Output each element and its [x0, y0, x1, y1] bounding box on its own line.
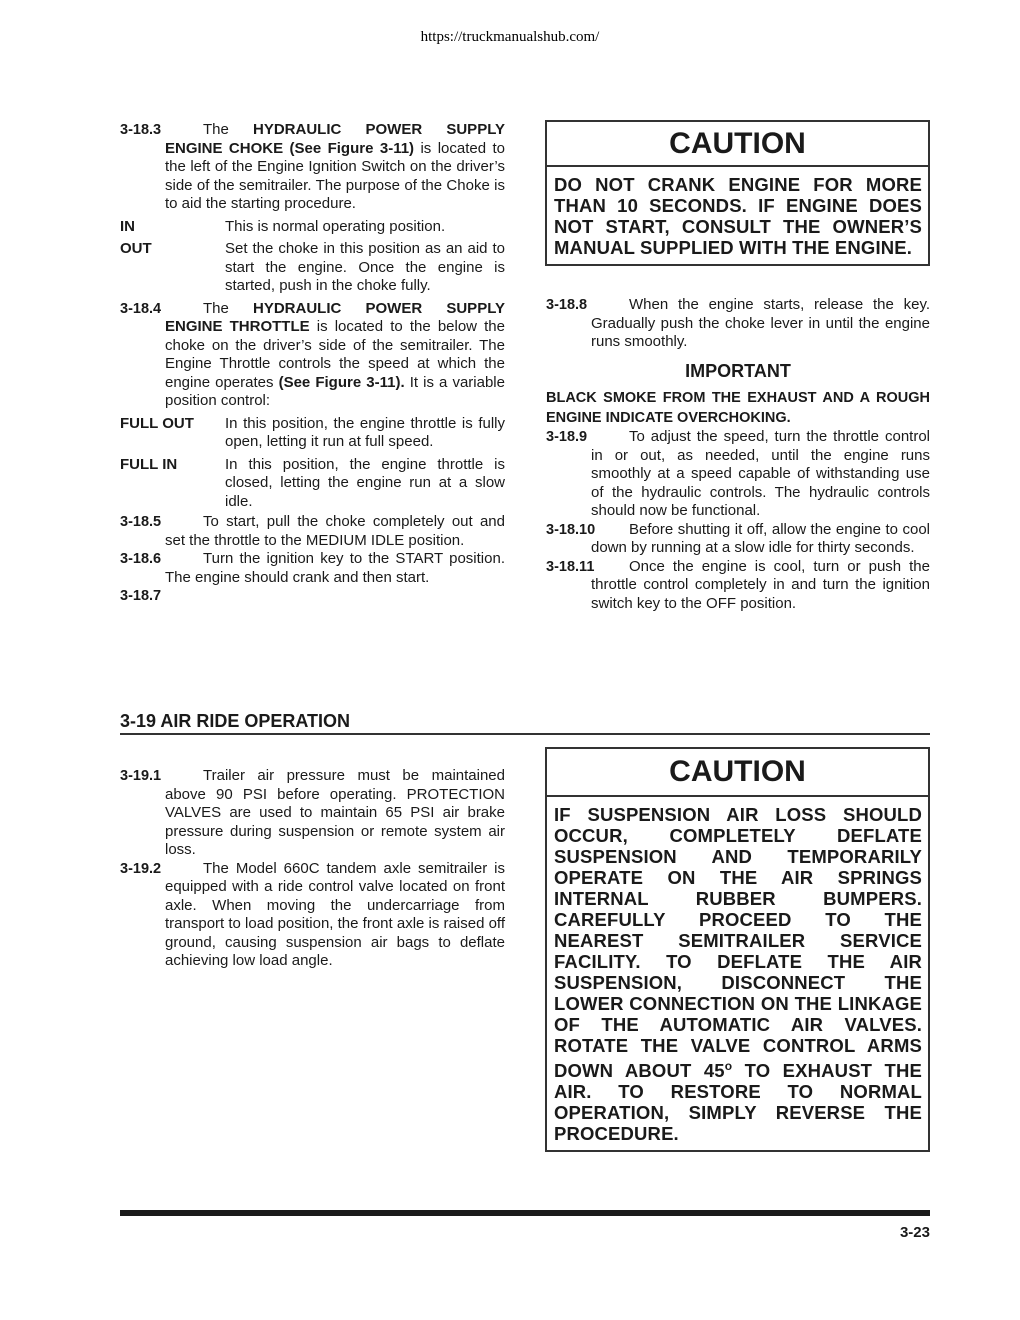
- paragraph-3-18-9: 3-18.9 To adjust the speed, turn the throttle control in or out, as needed, until the engine runs smoothly at a speed capable of withstanding use of the hydraulic controls. The hydraulic controls should now be functional.: [546, 428, 930, 519]
- definition-full-in: FULL IN In this position, the engine throttle is closed, letting the engine run at a slow idle.: [120, 455, 505, 510]
- source-url[interactable]: https://truckmanualshub.com/: [420, 29, 600, 45]
- definition-in: IN This is normal operating position.: [120, 217, 446, 235]
- caution-box-suspension: [545, 747, 930, 1152]
- paragraph-3-18-6: 3-18.6 Turn the ignition key to the START position. The engine should crank and then start.: [120, 550, 505, 586]
- paragraph-3-18-4: 3-18.4 The HYDRAULIC POWER SUPPLY ENGINE THROTTLE is located to the below the choke on the driver’s side of the semitrailer. The Engine Throttle controls the speed at which the engine operates (See Figure 3-11). It is a variable position control:: [120, 299, 505, 409]
- paragraph-number: 3-19.2: [120, 860, 162, 877]
- paragraph-number: 3-18.4: [120, 300, 162, 317]
- important-heading: IMPORTANT: [685, 360, 791, 381]
- paragraph-3-18-10: 3-18.10 Before shutting it off, allow the engine to cool down by running at a slow idle for thirty seconds.: [546, 520, 930, 556]
- caution-box-engine: [545, 120, 930, 266]
- paragraph-number: 3-18.8: [546, 297, 588, 313]
- caution-title: CAUTION: [547, 122, 928, 167]
- paragraph-3-19-1: 3-19.1 Trailer air pressure must be maintained above 90 PSI before operating. PROTECTION VALVES are used to maintain 65 PSI air brake pressure during suspension or remote system air loss.: [120, 767, 505, 858]
- paragraph-number: 3-18.3: [120, 122, 162, 138]
- footer-rule: [120, 1210, 930, 1216]
- page-number: 3-23: [899, 1224, 930, 1241]
- definition-out: OUT Set the choke in this position as an aid to start the engine. Once the engine is started, push in the choke fully.: [120, 240, 505, 294]
- definition-full-out: FULL OUT In this position, the engine throttle is fully open, letting it run at full speed.: [120, 414, 505, 450]
- paragraph-3-18-7: [120, 587, 505, 606]
- section-heading: 3-19 AIR RIDE OPERATION: [120, 711, 930, 735]
- caution-text: IF SUSPENSION AIR LOSS SHOULD OCCUR, COMPLETELY DEFLATE SUSPENSION AND TEMPORARILY OPERATE ON THE AIR SPRINGS INTERNAL RUBBER BUMPERS. CAREFULLY PROCEED TO THE NEAREST SEMITRAILER SERVICE FACILITY. TO DEFLATE THE AIR SUSPENSION, DISCONNECT THE LOWER CONNECTION ON THE LINKAGE OF THE AUTOMATIC AIR VALVES. ROTATE THE VALVE CONTROL ARMS DOWN ABOUT 45$^o$ TO EXHAUST THE AIR. TO RESTORE TO NORMAL OPERATION, SIMPLY REVERSE THE PROCEDURE.: [554, 804, 922, 1145]
- paragraph-number: 3-18.6: [120, 551, 162, 567]
- important-text: BLACK SMOKE FROM THE EXHAUST AND A ROUGH ENGINE INDICATE OVERCHOKING.: [546, 390, 930, 426]
- caution-title: CAUTION: [547, 749, 928, 797]
- paragraph-3-18-8: 3-18.8 When the engine starts, release the key. Gradually push the choke lever in until the engine runs smoothly.: [546, 296, 930, 350]
- paragraph-number: 3-19.1: [120, 768, 162, 784]
- paragraph-number: 3-18.5: [120, 514, 162, 530]
- paragraph-3-18-5: 3-18.5 To start, pull the choke completely out and set the throttle to the MEDIUM IDLE position.: [120, 513, 505, 549]
- caution-text: DO NOT CRANK ENGINE FOR MORE THAN 10 SECONDS. IF ENGINE DOES NOT START, CONSULT THE OWNER’S MANUAL SUPPLIED WITH THE ENGINE.: [554, 174, 922, 258]
- paragraph-3-18-11: 3-18.11 Once the engine is cool, turn or push the throttle control completely in and turn the ignition switch key to the OFF position.: [546, 557, 930, 612]
- paragraph-3-18-3: 3-18.3 The HYDRAULIC POWER SUPPLY ENGINE CHOKE (See Figure 3-11) is located to the left of the Engine Ignition Switch on the driver’s side of the semitrailer. The purpose of the Choke is to aid the starting procedure.: [120, 121, 505, 212]
- paragraph-number: 3-18.9: [546, 429, 588, 445]
- right-column: [546, 296, 930, 613]
- paragraph-number: 3-18.10: [546, 521, 596, 538]
- section-3-19-column: [120, 767, 505, 971]
- paragraph-number: 3-18.7: [120, 588, 162, 604]
- left-column: [120, 121, 505, 606]
- paragraph-number: 3-18.11: [546, 558, 595, 575]
- paragraph-3-19-2: 3-19.2 The Model 660C tandem axle semitrailer is equipped with a ride control valve located on front axle. When moving the undercarriage from transport to load position, the front axle is raised off ground, causing suspension air bags to deflate achieving low load angle.: [120, 859, 505, 969]
